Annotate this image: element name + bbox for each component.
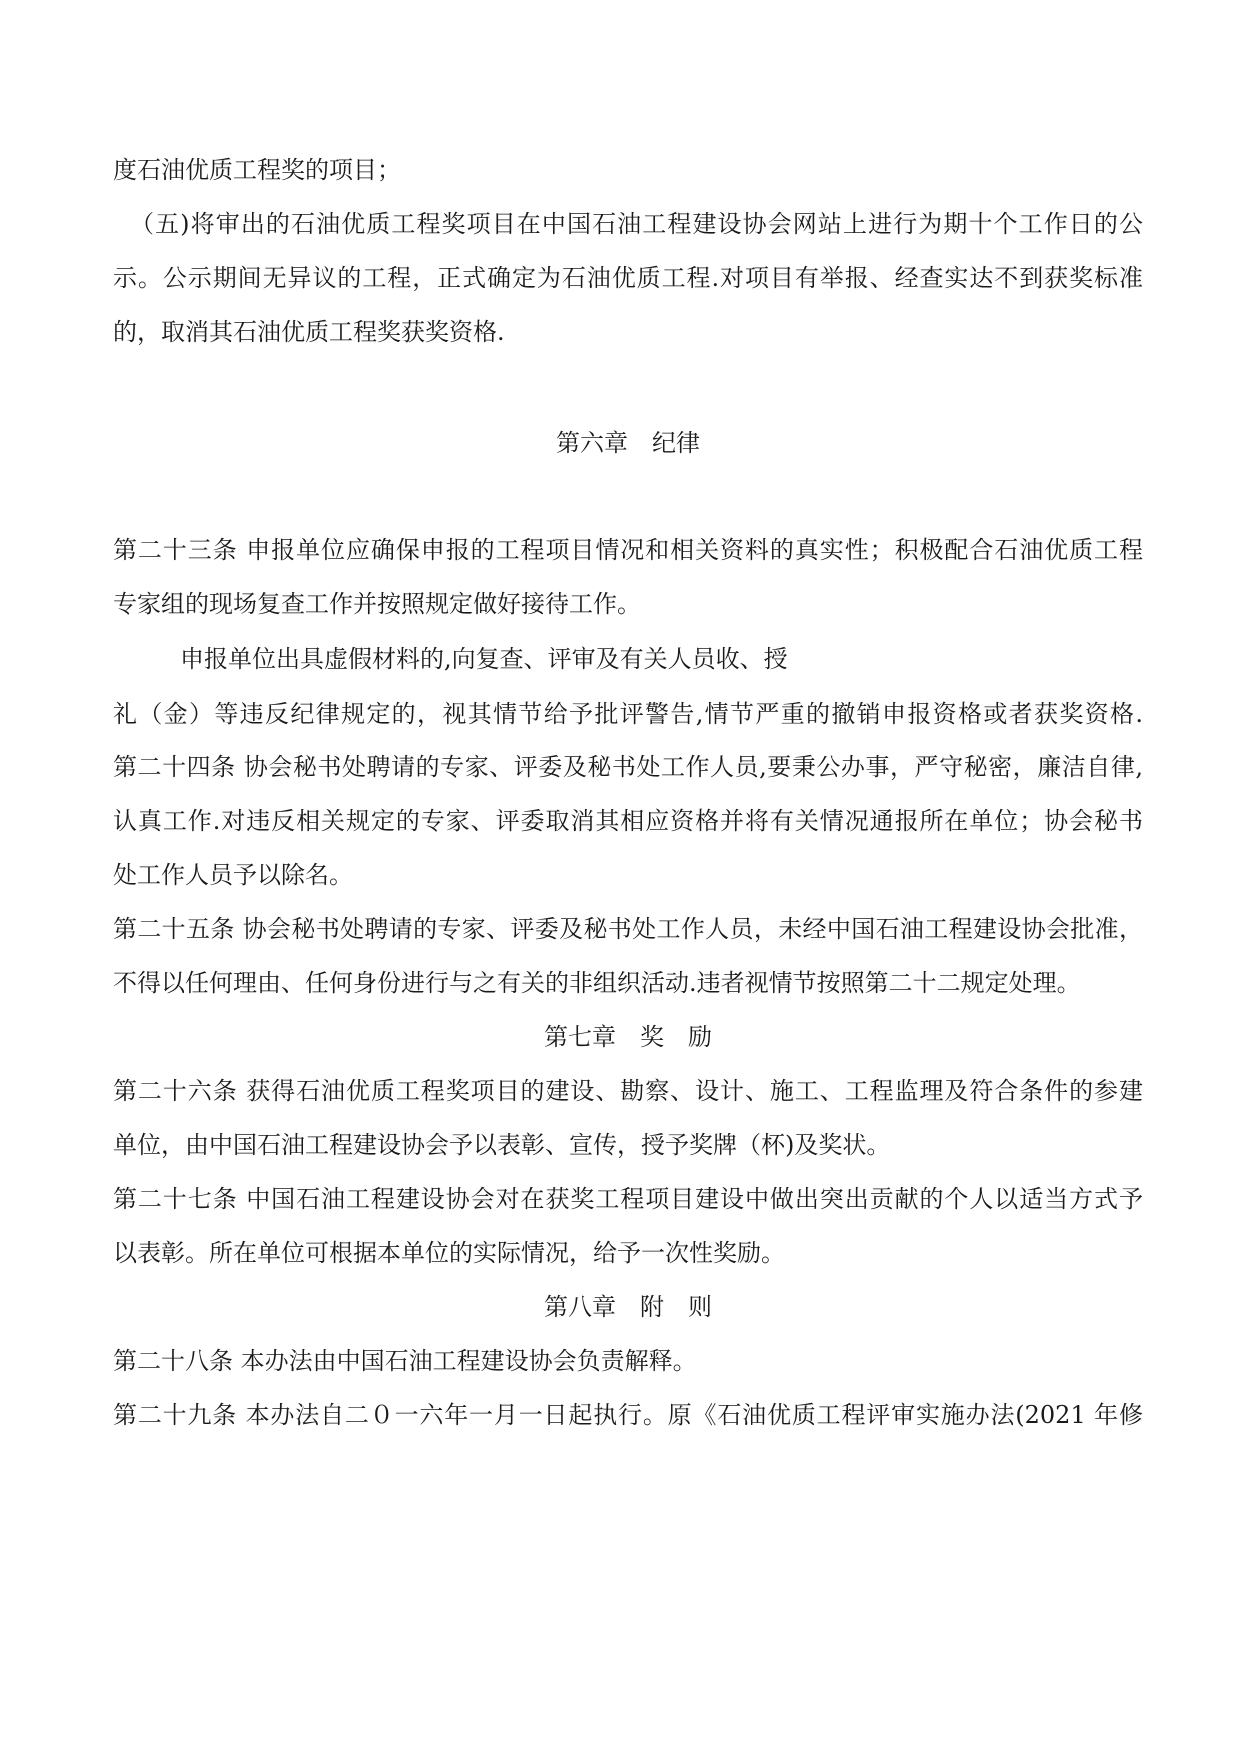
article-line: 第二十五条 协会秘书处聘请的专家、评委及秘书处工作人员，未经中国石油工程建设协会批准， [113, 915, 1143, 943]
chapter-heading: 第八章 附 则 [544, 1293, 712, 1321]
paragraph-line: 不得以任何理由、任何身份进行与之有关的非组织活动.违者视情节按照第二十二规定处理。 [113, 969, 1081, 997]
article-line: 第二十六条 获得石油优质工程奖项目的建设、勘察、设计、施工、工程监理及符合条件的参建 [113, 1077, 1143, 1105]
paragraph-line: 专家组的现场复查工作并按照规定做好接待工作。 [113, 590, 641, 618]
paragraph-line: 礼（金）等违反纪律规定的，视其情节给予批评警告,情节严重的撤销申报资格或者获奖资格. [113, 700, 1143, 728]
article-line: 第二十九条 本办法自二０一六年一月一日起执行。原《石油优质工程评审实施办法(2021 年修 [113, 1401, 1143, 1429]
article-line: 第二十八条 本办法由中国石油工程建设协会负责解释。 [113, 1347, 697, 1375]
paragraph-line: 度石油优质工程奖的项目； [113, 156, 401, 184]
chapter-heading: 第七章 奖 励 [544, 1023, 712, 1051]
article-line: 第二十三条 申报单位应确保申报的工程项目情况和相关资料的真实性；积极配合石油优质工程 [113, 536, 1143, 564]
paragraph-line: 认真工作.对违反相关规定的专家、评委取消其相应资格并将有关情况通报所在单位；协会秘书 [113, 807, 1143, 835]
paragraph-line: （五)将审出的石油优质工程奖项目在中国石油工程建设协会网站上进行为期十个工作日的公 [130, 210, 1143, 238]
paragraph-line: 处工作人员予以除名。 [113, 861, 353, 889]
paragraph-line: 以表彰。所在单位可根据本单位的实际情况，给予一次性奖励。 [113, 1239, 785, 1267]
article-line: 第二十七条 中国石油工程建设协会对在获奖工程项目建设中做出突出贡献的个人以适当方式予 [113, 1185, 1143, 1213]
article-line: 第二十四条 协会秘书处聘请的专家、评委及秘书处工作人员,要秉公办事，严守秘密，廉洁自律, [113, 753, 1143, 781]
paragraph-line: 的，取消其石油优质工程奖获奖资格. [113, 318, 505, 346]
paragraph-line: 示。公示期间无异议的工程，正式确定为石油优质工程.对项目有举报、经查实达不到获奖标准 [113, 264, 1143, 292]
paragraph-line: 单位，由中国石油工程建设协会予以表彰、宣传，授予奖牌（杯)及奖状。 [113, 1131, 891, 1159]
paragraph-line: 申报单位出具虚假材料的,向复查、评审及有关人员收、授 [180, 645, 788, 673]
chapter-heading: 第六章 纪律 [556, 429, 700, 457]
